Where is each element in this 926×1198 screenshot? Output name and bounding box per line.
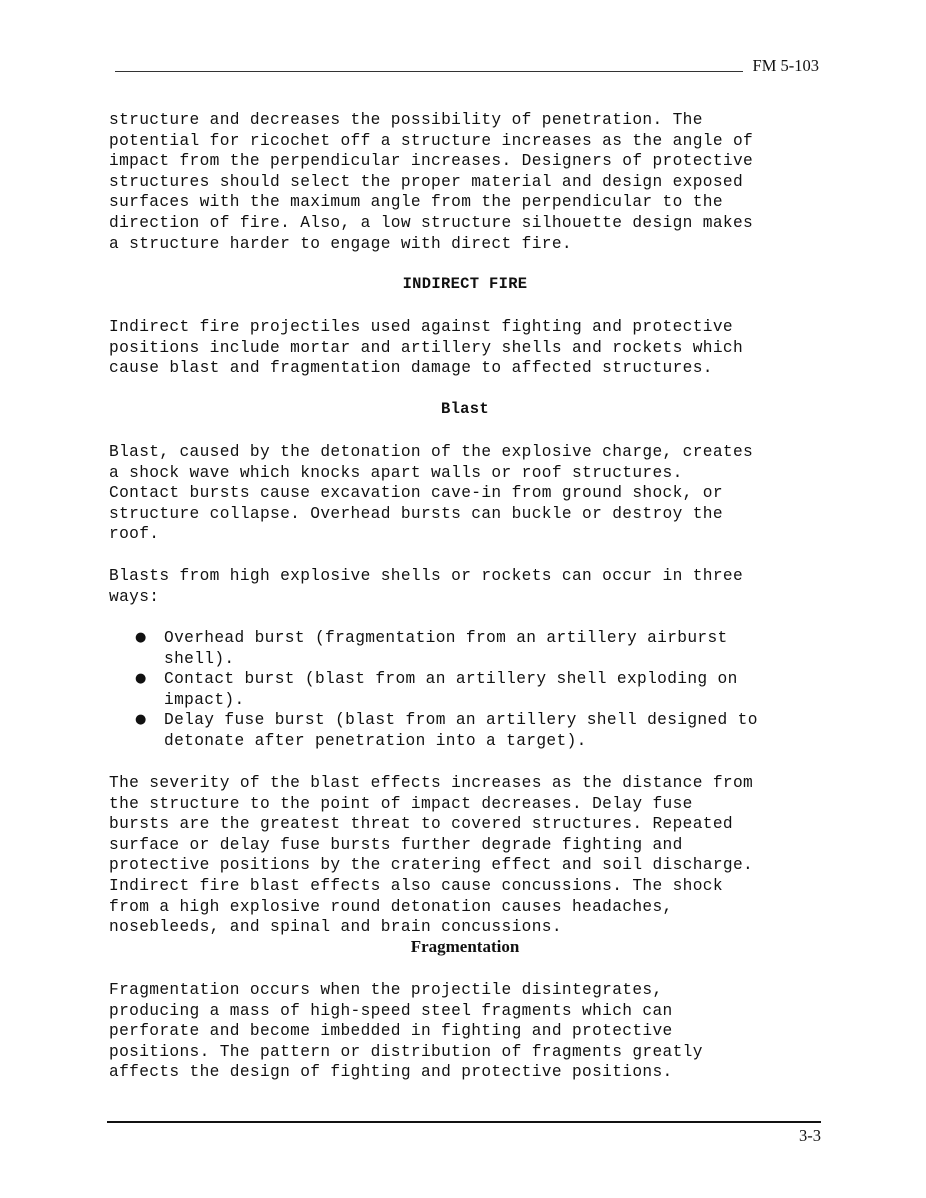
header-rule: [115, 71, 743, 72]
bullet-icon: ●: [135, 671, 147, 687]
document-id: FM 5-103: [752, 56, 819, 75]
blast-paragraph-3: The severity of the blast effects increases as the distance from the structure to the point of impact decreases. Delay fuse bursts are the greatest threat to covered structures. Repeated surface or delay fuse bursts further degrade fighting and protective positions by the cratering effect and soil discharge. Indirect fire blast effects also cause concussions. The shock from a high explosive round detonation causes headaches, nosebleeds, and spinal and brain concussions.: [109, 774, 754, 937]
fragmentation-paragraph: Fragmentation occurs when the projectile disintegrates, producing a mass of high-speed steel fragments which can perforate and become imbedded in fighting and protective positions. The pattern or distribution of fragments greatly affects the design of fighting and protective positions.: [109, 981, 703, 1082]
list-item: ● Contact burst (blast from an artillery shell exploding on impact).: [135, 670, 738, 709]
intro-paragraph: structure and decreases the possibility of penetration. The potential for ricochet off a structure increases as the angle of impact from the perpendicular increases. Designers of protective structures should select the proper material and design exposed surfaces with the maximum angle from the perpendicular to the direction of fire. Also, a low structure silhouette design makes a structure harder to engage with direct fire.: [109, 111, 754, 253]
page-header: [115, 56, 819, 76]
subsection-heading-fragmentation: Fragmentation: [410, 937, 520, 956]
bullet-icon: ●: [135, 712, 147, 728]
blast-paragraph-1: Blast, caused by the detonation of the explosive charge, creates a shock wave which knocks apart walls or roof structures. Contact bursts cause excavation cave-in from ground shock, or structure collapse. Overhead bursts can buckle or destroy the roof.: [109, 443, 754, 544]
subsection-heading-blast: Blast: [440, 400, 489, 418]
list-item: ● Overhead burst (fragmentation from an artillery airburst shell).: [135, 629, 728, 668]
footer-rule: [107, 1121, 821, 1123]
section-heading-indirect-fire: INDIRECT FIRE: [402, 275, 528, 293]
bullet-icon: ●: [135, 630, 147, 645]
blast-paragraph-2: Blasts from high explosive shells or rockets can occur in three ways:: [109, 567, 744, 606]
indirect-fire-paragraph: Indirect fire projectiles used against fighting and protective positions include mortar and artillery shells and rockets which cause blast and fragmentation damage to affected structures.: [109, 318, 744, 378]
list-item: ● Delay fuse burst (blast from an artillery shell designed to detonate after penetration into a target).: [135, 711, 758, 750]
page-number: 3-3: [799, 1126, 821, 1145]
blast-ways-list: [109, 628, 821, 752]
